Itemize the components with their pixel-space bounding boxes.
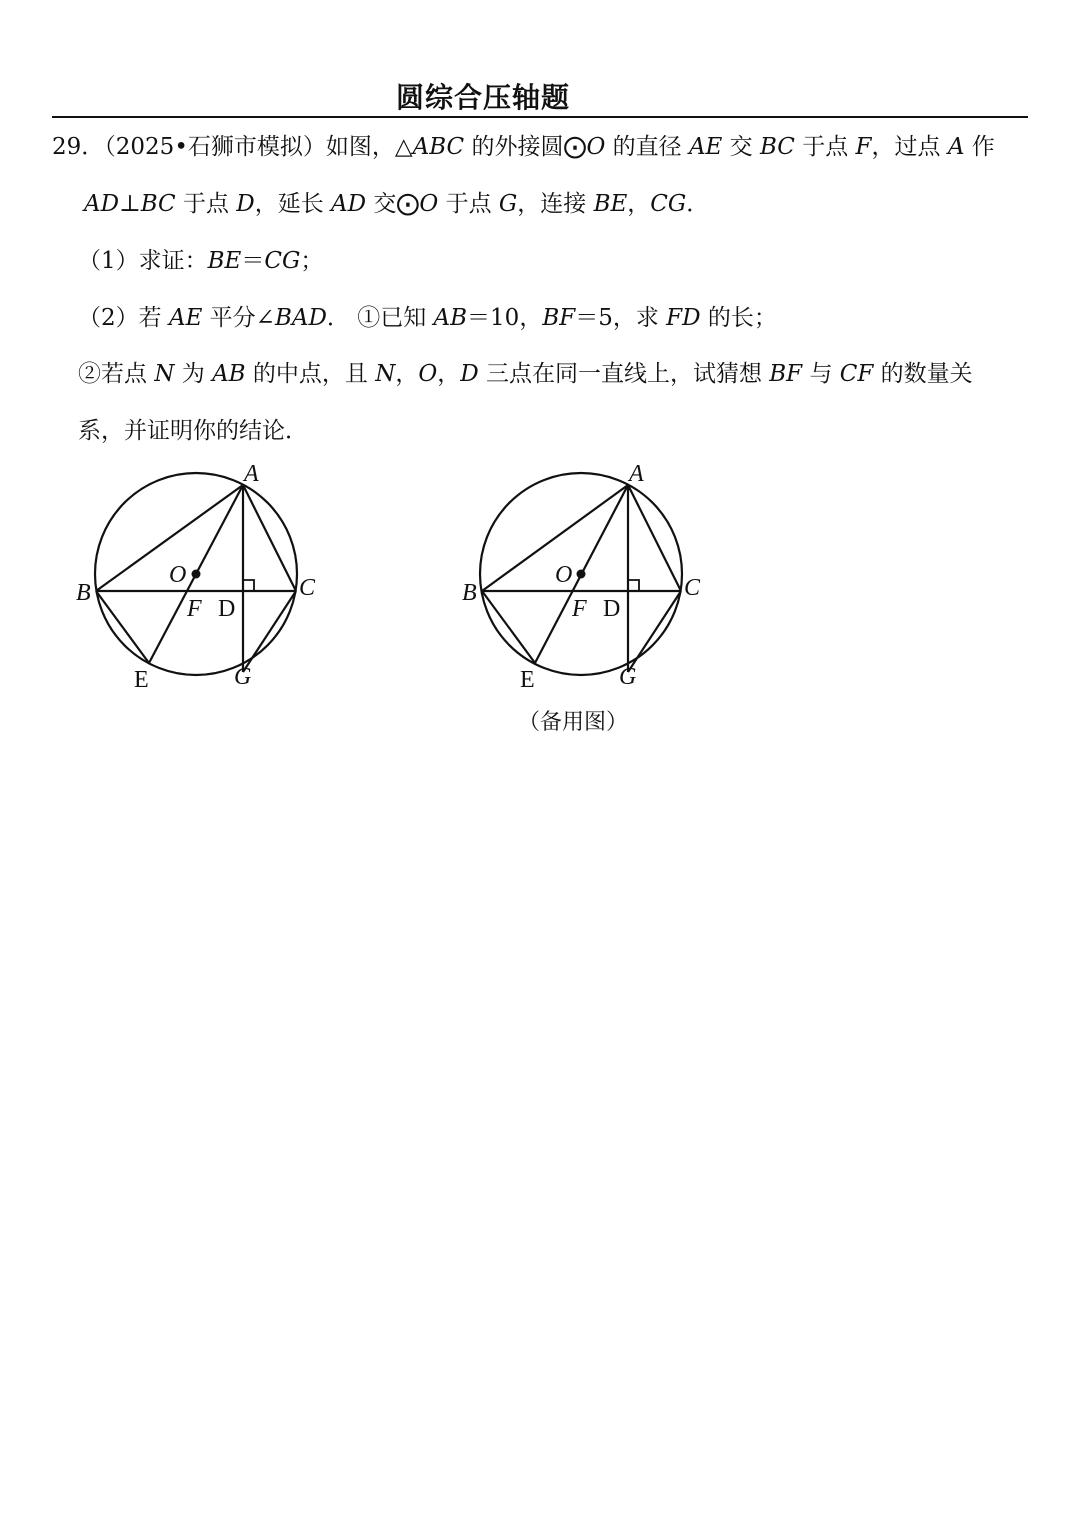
segment-cg — [628, 591, 681, 672]
segment-be — [96, 591, 149, 663]
problem-line-1: 29．（2025•石狮市模拟）如图，△ABC 的外接圆⨀O 的直径 AE 交 BC 于点 F，过点 A 作 — [52, 134, 995, 160]
part-2-sub-question: ②若点 N 为 AB 的中点，且 N，O，D 三点在同一直线上，试猜想 BF 与 CF 的数量关 — [78, 361, 973, 387]
part-2-sub-question-cont: 系，并证明你的结论． — [78, 418, 308, 444]
backup-figure-caption: （备用图） — [518, 710, 629, 735]
circle-diagram-backup — [452, 452, 722, 697]
segment-be — [482, 591, 535, 663]
label-b: B — [76, 580, 91, 606]
label-f: F — [572, 596, 587, 622]
label-d: D — [218, 596, 236, 622]
segment-ac — [628, 485, 681, 591]
page-title: 圆综合压轴题 — [395, 81, 570, 114]
problem-number: 29． — [52, 134, 105, 160]
label-g: G — [619, 664, 637, 690]
part-1-question: （1）求证：BE＝CG； — [78, 248, 324, 274]
label-c: C — [684, 575, 701, 601]
center-dot — [192, 570, 201, 579]
label-o: O — [555, 562, 573, 588]
label-b: B — [462, 580, 477, 606]
problem-line-2: AD⊥BC 于点 D，延长 AD 交⨀O 于点 G，连接 BE，CG． — [84, 191, 710, 217]
label-o: O — [169, 562, 187, 588]
part-2-question: （2）若 AE 平分∠BAD． ①已知 AB＝10，BF＝5，求 FD 的长； — [78, 305, 777, 331]
label-f: F — [187, 596, 202, 622]
center-dot — [577, 570, 586, 579]
label-g: G — [234, 664, 252, 690]
label-e: E — [520, 667, 535, 693]
circle-diagram — [66, 452, 336, 697]
label-c: C — [299, 575, 316, 601]
segment-ac — [243, 485, 296, 591]
geometry-figure-backup — [452, 452, 722, 697]
label-a: A — [244, 461, 259, 487]
right-angle-mark — [243, 580, 254, 591]
problem-source: （2025•石狮市模拟） — [104, 134, 326, 160]
label-a: A — [629, 461, 644, 487]
label-d: D — [603, 596, 621, 622]
segment-cg — [243, 591, 296, 672]
geometry-figure-main — [66, 452, 336, 697]
title-divider — [52, 116, 1028, 118]
label-e: E — [134, 667, 149, 693]
right-angle-mark — [628, 580, 639, 591]
